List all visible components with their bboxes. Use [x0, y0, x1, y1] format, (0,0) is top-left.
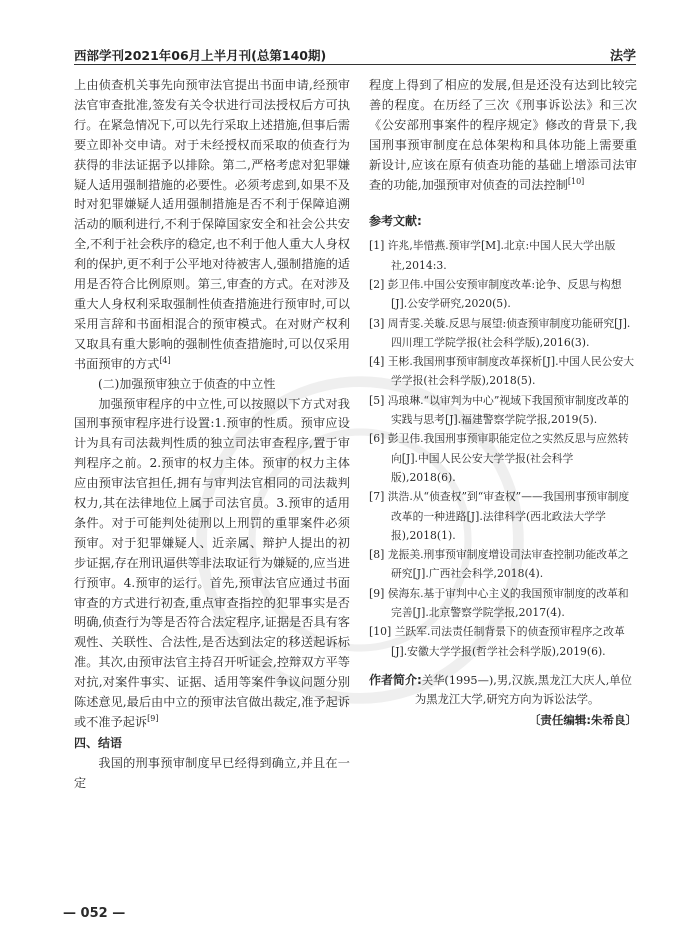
body-paragraph: 我国的刑事预审制度早已经得到确立,并且在一定 — [74, 755, 350, 790]
reference-item: [2] 彭卫伟.中国公安预审制度改革:论争、反思与构想[J].公安学研究,2020(5). — [369, 277, 622, 311]
author-bio — [369, 671, 637, 709]
reference-item: [3] 周青雯.关璇.反思与展望:侦查预审制度功能研究[J].四川理工学院学报(社会科学版),2016(3). — [369, 316, 631, 349]
reference-item: [8] 龙振美.刑事预审制度增设司法审查控制功能改革之研究[J].广西社会科学,2018(4). — [369, 548, 629, 581]
references-heading: 参考文献: — [369, 214, 422, 229]
subheading: (二)加强预审独立于侦查的中立性 — [98, 376, 276, 391]
page-header — [74, 34, 636, 65]
page-number: — 052 — — [63, 906, 126, 921]
author-text: 关华(1995—),男,汉族,黑龙江大庆人,单位 — [421, 673, 632, 687]
reference-item: [4] 王彬.我国刑事预审制度改革探析[J].中国人民公安大学学报(社会科学版),2018(5). — [369, 355, 635, 388]
reference-item: [6] 彭卫伟.我国刑事预审职能定位之实然反思与应然转向[J].中国人民公安大学学报(社会科学版),2018(6). — [369, 432, 629, 484]
reference-item: [9] 侯海东.基于审判中心主义的我国预审制度的改革和完善[J].北京警察学院学报,2017(4). — [369, 586, 629, 619]
left-column — [74, 76, 350, 794]
right-column — [369, 76, 637, 731]
body-paragraph: 程度上得到了相应的发展,但是还没有达到比较完善的程度。在历经了三次《刑事诉讼法》和三次《公安部刑事案件的程序规定》修改的背景下,我国刑事预审制度在总体架构和具体功能上需要重新设计,应该在原有侦查功能的基础上增添司法审查的功能,加强预审对侦查的司法控制[10] — [369, 78, 637, 192]
journal-title: 西部学刊2021年06月上半月刊(总第140期) — [74, 48, 327, 63]
section-heading: 四、结语 — [74, 735, 123, 750]
editor-credit: 〔责任编辑:朱希良〕 — [528, 712, 637, 727]
body-paragraph: 加强预审程序的中立性,可以按照以下方式对我国刑事预审程序进行设置:1.预审的性质。预审应设计为具有司法裁判性质的独立司法审查程序,置于审判程序之前。2.预审的权力主体。预审的权力主体应由预审法官担任,拥有与审判法官相同的司法裁判权力,其在法律地位上属于司法官员。3.预审的适用条件。对于可能判处徒刑以上刑罚的重罪案件必须预审。对于犯罪嫌疑人、近亲属、辩护人提出的初步证据,存在刑讯逼供等非法取证行为嫌疑的,应当进行预审。4.预审的运行。首先,预审法官应通过书面审查的方式进行初查,重点审查指控的犯罪事实是否明确,侦查行为等是否符合法定程序,证据是否具有客观性、关联性、合法性,是否达到法定的移送起诉标准。其次,由预审法官主持召开听证会,控辩双方平等对抗,对案件事实、证据、适用等案件争议问题分别陈述意见,最后由中立的预审法官做出裁定,准予起诉或不准予起诉[9] — [74, 396, 350, 729]
reference-item: [1] 许兆,毕惜燕.预审学[M].北京:中国人民大学出版社,2014:3. — [369, 239, 616, 272]
author-label: 作者简介: — [369, 672, 422, 687]
body-paragraph: 上由侦查机关事先向预审法官提出书面申请,经预审法官审查批准,签发有关令状进行司法授权后方可执行。在紧急情况下,可以先行采取上述措施,但事后需要立即补交申请。对于未经授权而采取的侦查行为获得的非法证据予以排除。第二,严格考虑对犯罪嫌疑人适用强制措施的必要性。必须考虑到,如果不及时对犯罪嫌疑人适用强制措施是否不利于保障追溯活动的顺利进行,不利于保障国家安全和社会公共安全,不利于社会秩序的稳定,也不利于他人重大人身权利的保护,更不利于公平地对待被害人,强制措施的适用是否符合比例原则。第三,审查的方式。在对涉及重大人身权利采取强制性侦查措施进行预审时,可以采用言辞和书面相混合的预审模式。在对财产权利又取具有重大影响的强制性侦查措施时,可以仅采用书面预审的方式[4] — [74, 78, 350, 371]
citation: [4] — [159, 355, 171, 365]
reference-list — [369, 236, 637, 661]
author-text-cont: 为黑龙江大学,研究方向为诉讼法学。 — [415, 692, 600, 706]
reference-item: [10] 兰跃军.司法责任制背景下的侦查预审程序之改革[J].安徽大学学报(哲学社会科学版),2019(6). — [369, 625, 625, 658]
citation: [10] — [567, 176, 585, 186]
reference-item: [7] 洪浩.从“侦查权”到“审查权”——我国刑事预审制度改革的一种进路[J].法律科学(西北政法大学学报),2018(1). — [369, 490, 630, 542]
section-label: 法学 — [609, 49, 636, 64]
citation: [9] — [147, 713, 159, 723]
reference-item: [5] 冯琅琳.“以审判为中心”视域下我国预审制度改革的实践与思考[J].福建警察学院学报,2019(5). — [369, 393, 629, 427]
